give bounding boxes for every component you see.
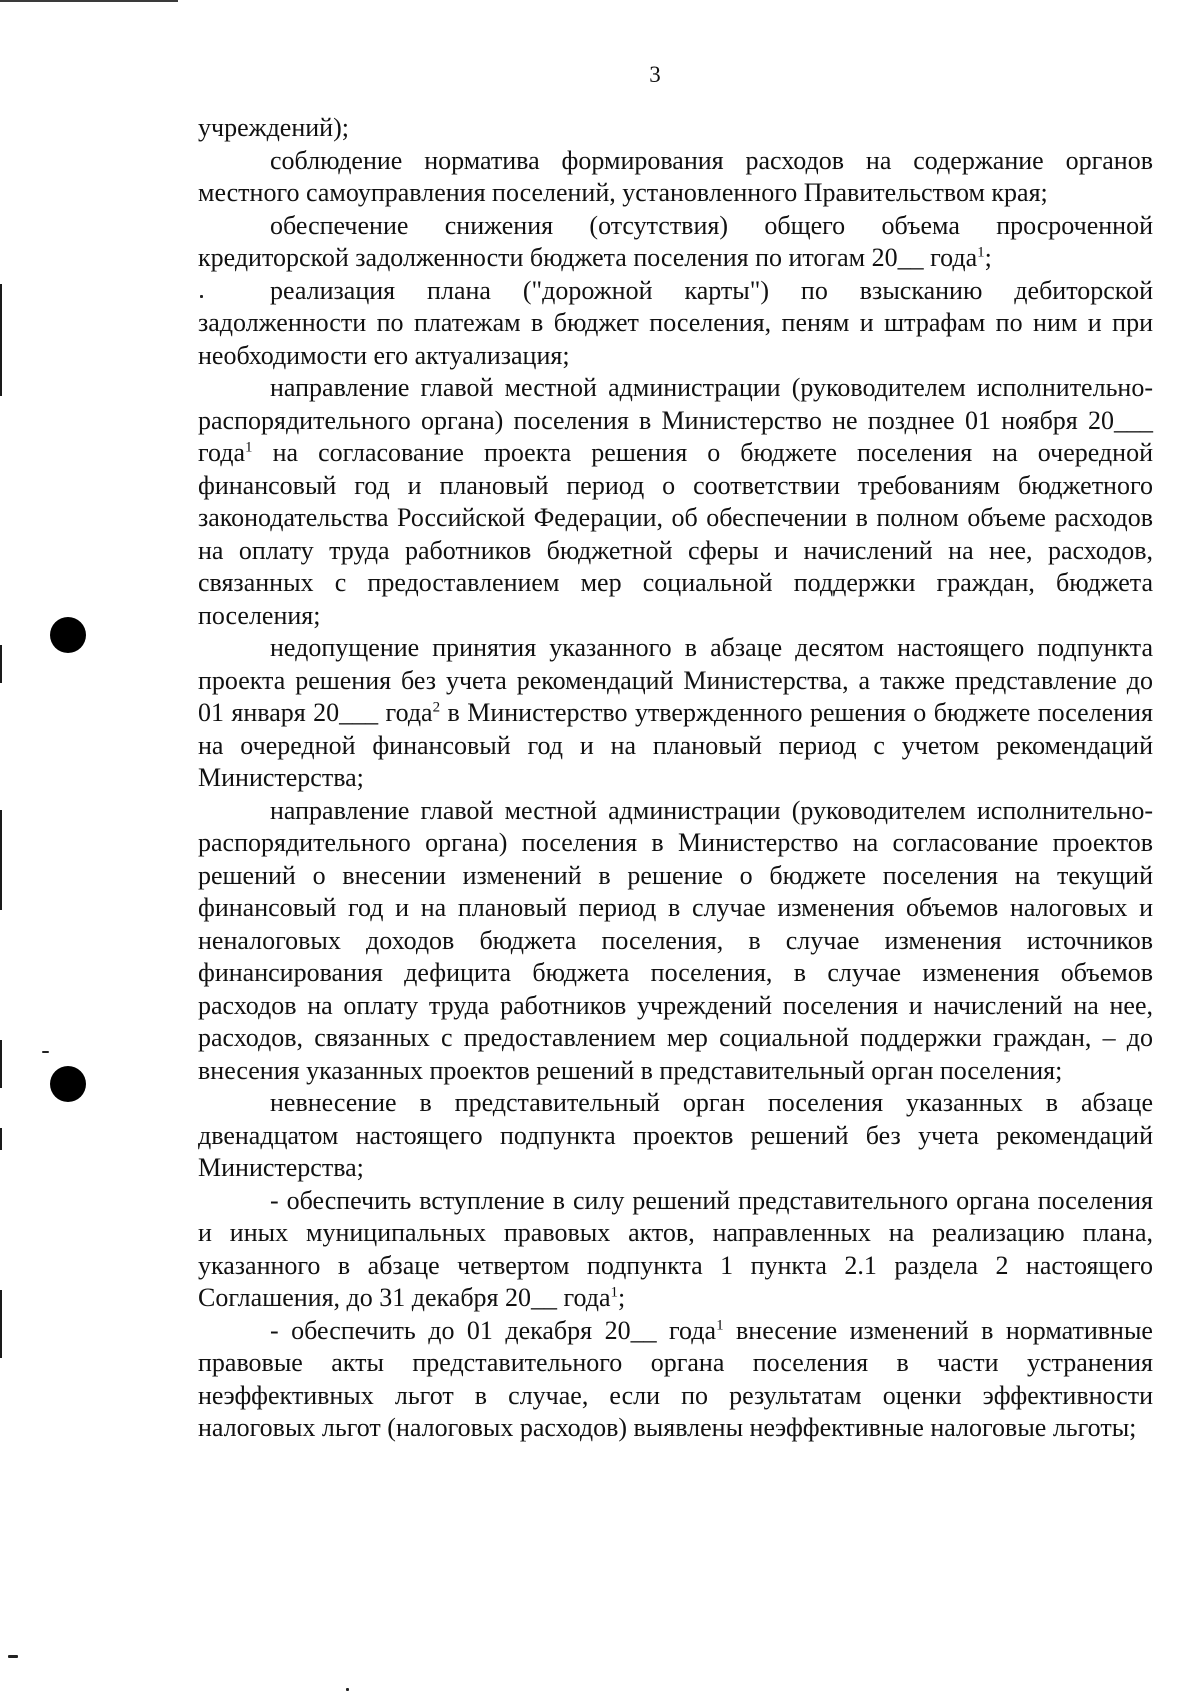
paragraph-text: соблюдение норматива формирования расходов на содержание органов местного самоуправления поселений, установленного Правительством края;: [198, 145, 1153, 207]
page-number: 3: [649, 62, 661, 87]
paragraph-text: учреждений);: [198, 113, 349, 142]
hole-punch: [50, 617, 86, 653]
footnote-mark: 1: [610, 1284, 619, 1301]
scan-speck: [8, 1655, 18, 1658]
paragraph-text: на согласование проекта решения о бюджете поселения на очередной финансовый год и плановый период о соответствии требованиям бюджетного законодательства Российской Федерации, об обеспечении в полном объеме расходов на оплату труда работников бюджетной сферы и начислений на нее, расходов, связанных с предоставлением мер социальной поддержки граждан, бюджета поселения;: [198, 438, 1153, 630]
footnote-mark: 1: [716, 1316, 724, 1333]
hole-punch: [50, 1066, 86, 1102]
paragraph: [198, 112, 1153, 145]
scan-edge-line: [0, 0, 178, 2]
scan-speck: [346, 1688, 349, 1691]
paragraph-text: ;: [618, 1283, 626, 1312]
paragraph: [198, 632, 1153, 795]
paragraph: [198, 372, 1153, 632]
paragraph-text: невнесение в представительный орган поселения указанных в абзаце двенадцатом настоящего подпункта проектов решений без учета рекомендаций Министерства;: [198, 1088, 1153, 1182]
paragraph: [198, 795, 1153, 1088]
paragraph-text: направление главой местной администрации (руководителем исполнительно-распорядительного органа) поселения в Министерство на согласование проектов решений о внесении изменений в решение о бюджете поселения на текущий финансовый год и на плановый период в случае изменения объемов налоговых и неналоговых доходов бюджета поселения, в случае изменения источников финансирования дефицита бюджета поселения, в случае изменения объемов расходов на оплату труда работников учреждений поселения и начислений на нее, расходов, связанных с предоставлением мер социальной поддержки граждан, – до внесения указанных проектов решений в представительный орган поселения;: [198, 795, 1153, 1085]
paragraph: [198, 210, 1153, 275]
paragraph-text: реализация плана ("дорожной карты") по взысканию дебиторской задолженности по платежам в бюджет поселения, пеням и штрафам по ним и при необходимости его актуализация;: [198, 275, 1153, 370]
margin-mark: [0, 810, 2, 910]
document-body: [198, 112, 1153, 1445]
paragraph: [198, 1185, 1153, 1315]
paragraph-text: направление главой местной администрации (руководителем исполнительно-распорядительного органа) поселения в Министерство не позднее 01 ноября 20___ года: [198, 373, 1153, 467]
paragraph-text: ;: [984, 243, 992, 272]
paragraph-text: в Министерство утвержденного решения о бюджете поселения на очередной финансовый год и на плановый период с учетом рекомендаций Министерства;: [198, 698, 1153, 792]
footnote-mark: 1: [977, 244, 985, 261]
scan-speck: [42, 1051, 49, 1053]
paragraph: [198, 275, 1153, 373]
footnote-mark: 2: [432, 699, 441, 716]
margin-mark: [0, 1290, 2, 1358]
paragraph: [198, 1315, 1153, 1445]
paragraph-text: - обеспечить вступление в силу решений представительного органа поселения и иных муниципальных правовых актов, направленных на реализацию плана, указанного в абзаце четвертом подпункта 1 пункта 2.1 раздела 2 настоящего Соглашения, до 31 декабря 20__ года: [198, 1185, 1153, 1312]
margin-mark: [0, 1128, 2, 1150]
paragraph: [198, 145, 1153, 210]
paragraph-text: - обеспечить до 01 декабря 20__ года: [270, 1315, 717, 1345]
margin-mark: [0, 1040, 2, 1088]
margin-mark: [0, 645, 2, 683]
paragraph: [198, 1087, 1153, 1185]
paragraph-text: обеспечение снижения (отсутствия) общего объема просроченной кредиторской задолженности бюджета поселения по итогам 20__ года: [198, 210, 1153, 272]
paragraph-text: внесение изменений в нормативные правовые акты представительного органа поселения в части устранения неэффективных льгот в случае, если по результатам оценки эффективности налоговых льгот (налоговых расходов) выявлены неэффективные налоговые льготы;: [198, 1315, 1153, 1442]
footnote-mark: 1: [245, 439, 253, 456]
paragraph-text: недопущение принятия указанного в абзаце десятом настоящего подпункта проекта решения без учета рекомендаций Министерства, а также представление до 01 января 20___ года: [198, 633, 1153, 727]
margin-mark: [0, 284, 2, 396]
